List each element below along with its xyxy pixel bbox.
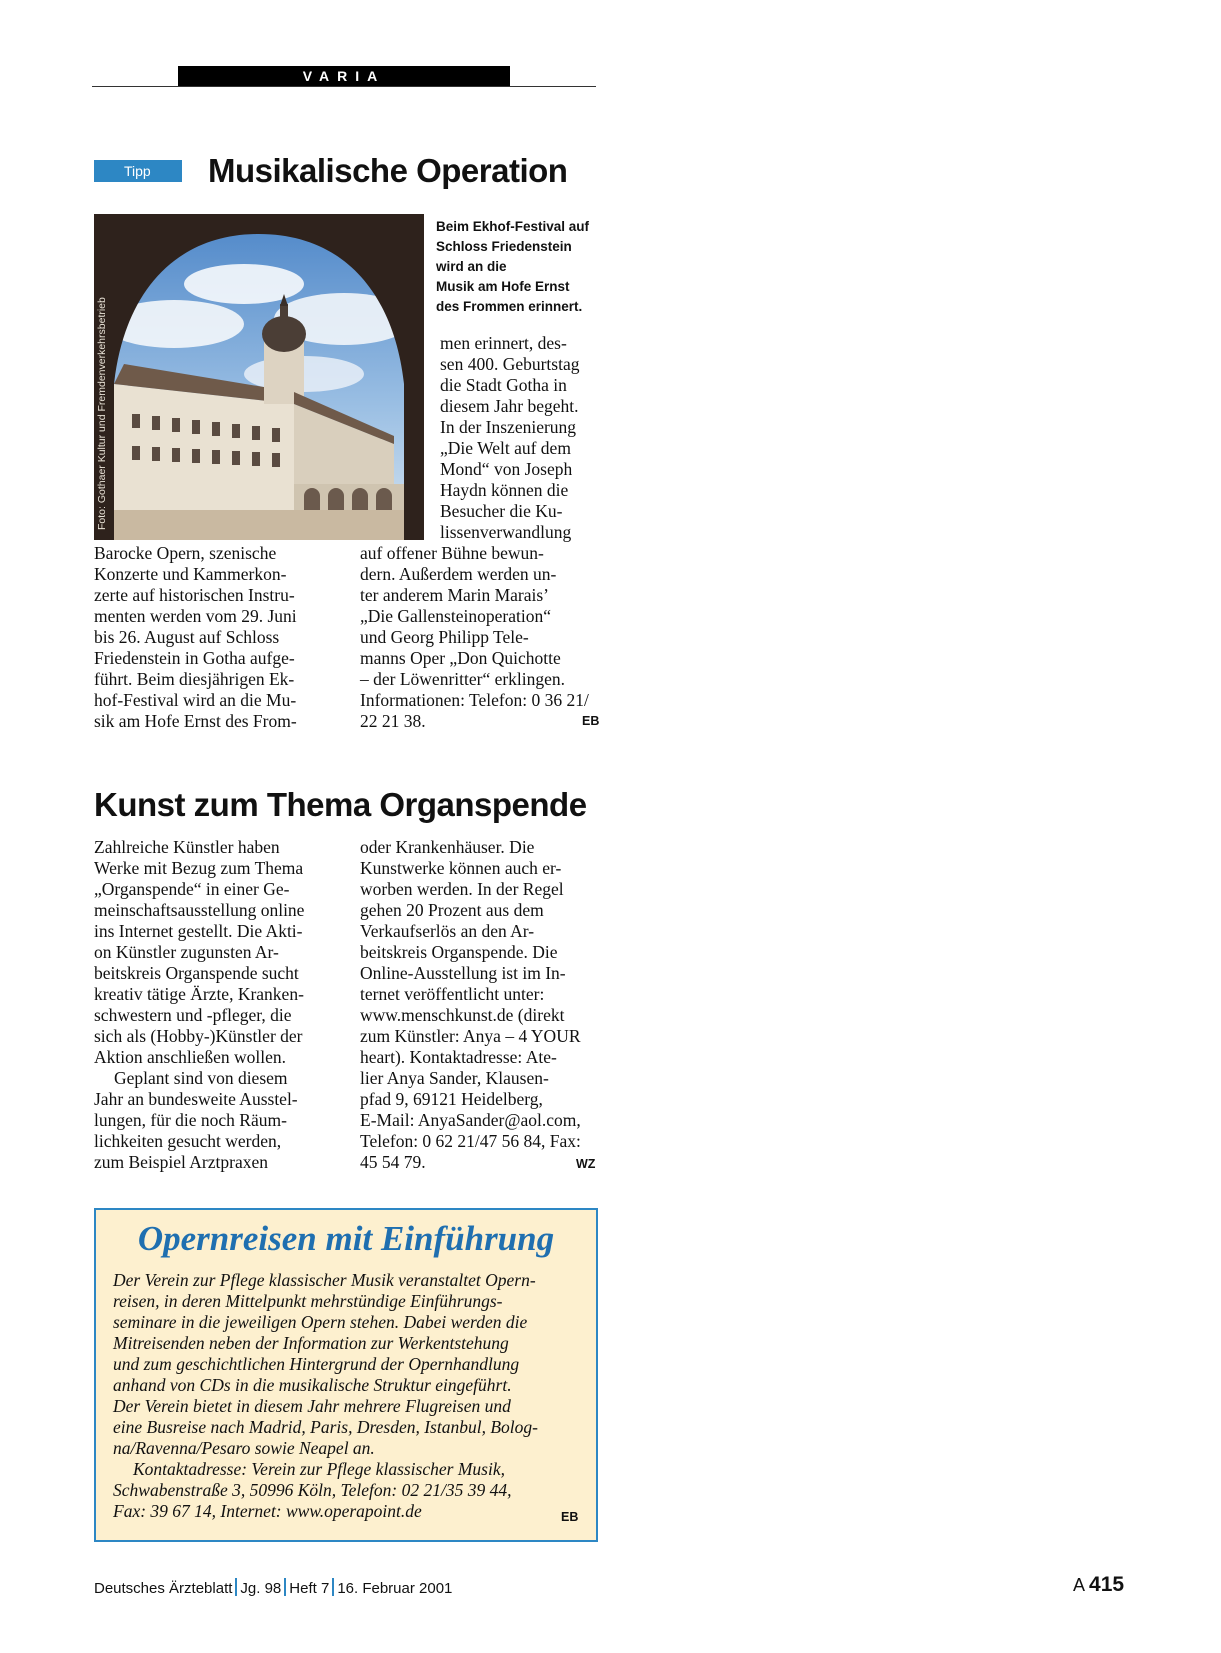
text-line: Jahr an bundesweite Ausstel-: [94, 1089, 298, 1109]
text-line: beitskreis Organspende sucht: [94, 963, 299, 983]
footer-separator: [284, 1578, 286, 1596]
text-line: reisen, in deren Mittelpunkt mehrstündige Einführungs-: [113, 1291, 503, 1311]
text-line: Fax: 39 67 14, Internet: www.operapoint.de: [113, 1501, 422, 1521]
header-rule: [92, 86, 596, 87]
text-line: oder Krankenhäuser. Die: [360, 837, 535, 857]
text-line: lier Anya Sander, Klausen-: [360, 1068, 549, 1088]
tipp-badge: Tipp: [94, 160, 182, 182]
text-line: führt. Beim diesjährigen Ek-: [94, 669, 295, 689]
text-line: Haydn können die: [440, 480, 569, 500]
info-box-signature: EB: [561, 1510, 579, 1524]
article1-headline: Musikalische Operation: [208, 152, 568, 189]
text-line: E-Mail: AnyaSander@aol.com,: [360, 1110, 581, 1130]
text-line: In der Inszenierung: [440, 417, 577, 437]
text-line: und zum geschichtlichen Hintergrund der Opernhandlung: [113, 1354, 520, 1374]
text-line: ter anderem Marin Marais’: [360, 585, 550, 605]
text-line: Geplant sind von diesem: [114, 1068, 288, 1088]
text-line: seminare in die jeweiligen Opern stehen. Dabei werden die: [113, 1312, 528, 1332]
text-line: Barocke Opern, szenische: [94, 543, 277, 563]
text-line: on Künstler zugunsten Ar-: [94, 942, 279, 962]
article2-text-left: [94, 837, 334, 1173]
text-line: Kontaktadresse: Verein zur Pflege klassischer Musik,: [133, 1459, 505, 1479]
text-line: – der Löwenritter“ erklingen.: [360, 669, 566, 689]
article2-signature: WZ: [576, 1157, 596, 1171]
article2-headline: Kunst zum Thema Organspende: [94, 786, 587, 823]
text-line: worben werden. In der Regel: [360, 879, 564, 899]
text-line: anhand von CDs in die musikalische Struktur eingeführt.: [113, 1375, 512, 1395]
text-line: lissenverwandlung: [440, 522, 572, 542]
text-line: Mond“ von Joseph: [440, 459, 573, 479]
text-line: Telefon: 0 62 21/47 56 84, Fax:: [360, 1131, 581, 1151]
text-line: hof-Festival wird an die Mu-: [94, 690, 297, 710]
text-line: „Die Welt auf dem: [440, 438, 571, 458]
info-box-title: Opernreisen mit Einführung: [137, 1219, 555, 1258]
text-line: Mitreisenden neben der Information zur Werkentstehung: [113, 1333, 509, 1353]
text-line: kreativ tätige Ärzte, Kranken-: [94, 984, 304, 1004]
text-line: na/Ravenna/Pesaro sowie Neapel an.: [113, 1438, 375, 1458]
text-line: heart). Kontaktadresse: Ate-: [360, 1047, 557, 1067]
caption-line: Schloss Friedenstein: [436, 239, 572, 254]
footer-publication: Deutsches Ärzteblatt: [94, 1580, 233, 1597]
text-line: Online-Ausstellung ist im In-: [360, 963, 566, 983]
text-line: lichkeiten gesucht werden,: [94, 1131, 282, 1151]
text-line: Besucher die Ku-: [440, 501, 563, 521]
caption-line: des Frommen erinnert.: [436, 299, 583, 314]
article1-text-left: [94, 543, 334, 732]
text-line: Aktion anschließen wollen.: [94, 1047, 286, 1067]
page-number-value: 415: [1089, 1573, 1125, 1596]
text-line: schwestern und -pfleger, die: [94, 1005, 292, 1025]
footer-publication-info: [94, 1578, 452, 1597]
text-line: sik am Hofe Ernst des From-: [94, 711, 297, 731]
text-line: diesem Jahr begeht.: [440, 396, 579, 416]
text-line: bis 26. August auf Schloss: [94, 627, 280, 647]
footer-volume: Jg. 98: [240, 1580, 282, 1597]
photo-credit: Foto: Gothaer Kultur und Fremdenverkehrsbetrieb: [96, 297, 108, 530]
text-line: „Die Gallensteinoperation“: [360, 606, 551, 626]
article1-text-right-bottom: [360, 543, 599, 732]
caption-line: Musik am Hofe Ernst: [436, 279, 570, 294]
footer-separator: [235, 1578, 237, 1596]
text-line: beitskreis Organspende. Die: [360, 942, 558, 962]
text-line: 22 21 38.: [360, 711, 426, 731]
text-line: die Stadt Gotha in: [440, 375, 567, 395]
text-line: Informationen: Telefon: 0 36 21/: [360, 690, 589, 710]
footer-date: 16. Februar 2001: [337, 1580, 453, 1597]
castle-photo: [94, 214, 424, 540]
text-line: zum Beispiel Arztpraxen: [94, 1152, 268, 1172]
text-line: gehen 20 Prozent aus dem: [360, 900, 544, 920]
text-line: ins Internet gestellt. Die Akti-: [94, 921, 303, 941]
footer-separator: [332, 1578, 334, 1596]
info-box-text: [113, 1270, 579, 1522]
text-line: sen 400. Geburtstag: [440, 354, 580, 374]
text-line: zerte auf historischen Instru-: [94, 585, 295, 605]
text-line: pfad 9, 69121 Heidelberg,: [360, 1089, 543, 1109]
article1-text-right-top: [440, 333, 599, 543]
text-line: men erinnert, des-: [440, 333, 567, 353]
text-line: Kunstwerke können auch er-: [360, 858, 562, 878]
footer-issue: Heft 7: [289, 1580, 330, 1597]
text-line: Schwabenstraße 3, 50996 Köln, Telefon: 02 21/35 39 44,: [113, 1480, 512, 1500]
page-prefix: A: [1073, 1575, 1085, 1595]
text-line: Friedenstein in Gotha aufge-: [94, 648, 295, 668]
caption-line: wird an die: [436, 259, 507, 274]
section-label: VARIA: [178, 66, 510, 87]
text-line: meinschaftsausstellung online: [94, 900, 305, 920]
page-number: [1073, 1573, 1124, 1597]
text-line: Der Verein bietet in diesem Jahr mehrere Flugreisen und: [113, 1396, 511, 1416]
text-line: „Organspende“ in einer Ge-: [94, 879, 290, 899]
text-line: dern. Außerdem werden un-: [360, 564, 557, 584]
text-line: www.menschkunst.de (direkt: [360, 1005, 565, 1025]
text-line: eine Busreise nach Madrid, Paris, Dresden, Istanbul, Bolog-: [113, 1417, 538, 1437]
article2-text-right: [360, 837, 599, 1173]
text-line: und Georg Philipp Tele-: [360, 627, 529, 647]
text-line: auf offener Bühne bewun-: [360, 543, 544, 563]
text-line: sich als (Hobby-)Künstler der: [94, 1026, 303, 1046]
article1-signature: EB: [582, 714, 600, 728]
castle-photo-illustration: [94, 214, 424, 540]
text-line: Konzerte und Kammerkon-: [94, 564, 287, 584]
photo-caption: [436, 217, 606, 317]
text-line: Werke mit Bezug zum Thema: [94, 858, 304, 878]
caption-line: Beim Ekhof-Festival auf: [436, 219, 590, 234]
text-line: manns Oper „Don Quichotte: [360, 648, 561, 668]
text-line: 45 54 79.: [360, 1152, 426, 1172]
text-line: menten werden vom 29. Juni: [94, 606, 297, 626]
text-line: zum Künstler: Anya – 4 YOUR: [360, 1026, 581, 1046]
text-line: Der Verein zur Pflege klassischer Musik veranstaltet Opern-: [113, 1270, 536, 1290]
text-line: Verkaufserlös an den Ar-: [360, 921, 535, 941]
text-line: ternet veröffentlicht unter:: [360, 984, 545, 1004]
text-line: Zahlreiche Künstler haben: [94, 837, 280, 857]
text-line: lungen, für die noch Räum-: [94, 1110, 287, 1130]
